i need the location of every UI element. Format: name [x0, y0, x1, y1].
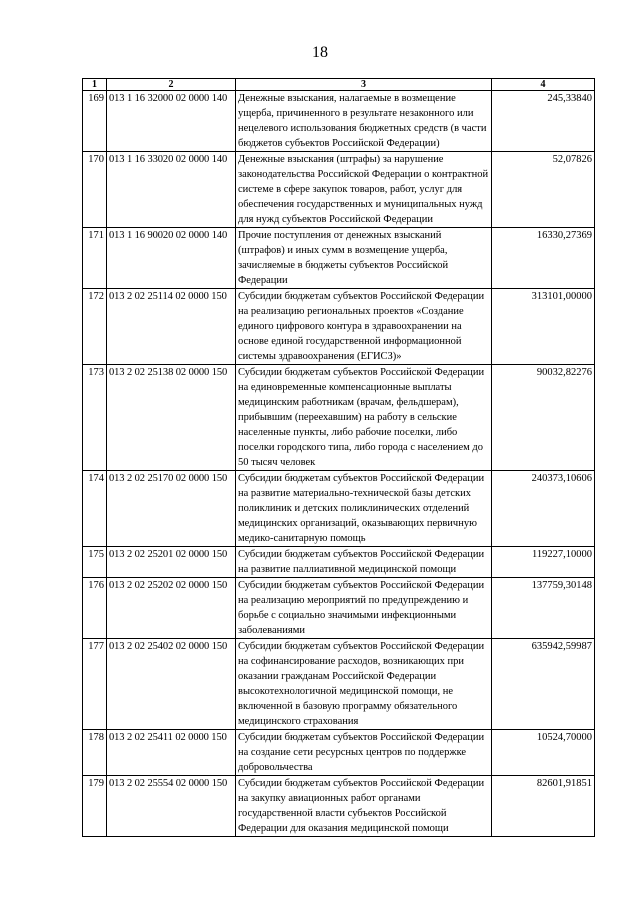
budget-code-cell: 013 1 16 32000 02 0000 140: [107, 91, 236, 152]
row-number-cell: 174: [83, 471, 107, 547]
description-cell: Прочие поступления от денежных взысканий (штрафов) и иных сумм в возмещение ущерба, зачисляемые в бюджеты субъектов Российской Федерации: [236, 228, 492, 289]
amount-cell: 313101,00000: [492, 289, 595, 365]
amount-cell: 52,07826: [492, 152, 595, 228]
amount-cell: 90032,82276: [492, 365, 595, 471]
budget-code-cell: 013 2 02 25201 02 0000 150: [107, 547, 236, 578]
table-row: [83, 639, 595, 730]
table-row: [83, 776, 595, 837]
amount-cell: 240373,10606: [492, 471, 595, 547]
column-header-1: 1: [83, 79, 107, 91]
description-cell: Субсидии бюджетам субъектов Российской Федерации на развитие паллиативной медицинской помощи: [236, 547, 492, 578]
row-number-cell: 172: [83, 289, 107, 365]
budget-table: [82, 78, 595, 837]
description-cell: Субсидии бюджетам субъектов Российской Федерации на софинансирование расходов, возникающих при оказании гражданам Российской Федерации высокотехнологичной медицинской помощи, не включенной в базовую программу обязательного медицинского страхования: [236, 639, 492, 730]
table-row: [83, 91, 595, 152]
amount-cell: 119227,10000: [492, 547, 595, 578]
description-cell: Субсидии бюджетам субъектов Российской Федерации на единовременные компенсационные выплаты медицинским работникам (врачам, фельдшерам), прибывшим (переехавшим) на работу в сельские населенные пункты, либо рабочие поселки, либо поселки городского типа, либо города с населением до 50 тысяч человек: [236, 365, 492, 471]
amount-cell: 137759,30148: [492, 578, 595, 639]
table-row: [83, 730, 595, 776]
amount-cell: 635942,59987: [492, 639, 595, 730]
budget-code-cell: 013 2 02 25202 02 0000 150: [107, 578, 236, 639]
column-header-2: 2: [107, 79, 236, 91]
page-number: 18: [312, 44, 328, 61]
row-number-cell: 177: [83, 639, 107, 730]
description-cell: Денежные взыскания (штрафы) за нарушение законодательства Российской Федерации о контрактной системе в сфере закупок товаров, работ, услуг для обеспечения государственных и муниципальных нужд для нужд субъектов Российской Федерации: [236, 152, 492, 228]
table-row: [83, 547, 595, 578]
description-cell: Субсидии бюджетам субъектов Российской Федерации на реализацию региональных проектов «Создание единого цифрового контура в здравоохранении на основе единой государственной информационной системы здравоохранения (ЕГИСЗ)»: [236, 289, 492, 365]
amount-cell: 82601,91851: [492, 776, 595, 837]
row-number-cell: 175: [83, 547, 107, 578]
table-header-row: [83, 79, 595, 91]
amount-cell: 10524,70000: [492, 730, 595, 776]
table-row: [83, 228, 595, 289]
budget-code-cell: 013 2 02 25402 02 0000 150: [107, 639, 236, 730]
row-number-cell: 170: [83, 152, 107, 228]
budget-code-cell: 013 2 02 25138 02 0000 150: [107, 365, 236, 471]
table-row: [83, 289, 595, 365]
budget-code-cell: 013 2 02 25170 02 0000 150: [107, 471, 236, 547]
table-row: [83, 152, 595, 228]
description-cell: Субсидии бюджетам субъектов Российской Федерации на развитие материально-технической базы детских поликлиник и детских поликлинических отделений медицинских организаций, оказывающих первичную медико-санитарную помощь: [236, 471, 492, 547]
row-number-cell: 179: [83, 776, 107, 837]
table-row: [83, 578, 595, 639]
table-row: [83, 471, 595, 547]
row-number-cell: 176: [83, 578, 107, 639]
row-number-cell: 178: [83, 730, 107, 776]
row-number-cell: 171: [83, 228, 107, 289]
budget-code-cell: 013 2 02 25114 02 0000 150: [107, 289, 236, 365]
budget-code-cell: 013 2 02 25554 02 0000 150: [107, 776, 236, 837]
description-cell: Денежные взыскания, налагаемые в возмещение ущерба, причиненного в результате незаконного или нецелевого использования бюджетных средств (в части бюджетов субъектов Российской Федерации): [236, 91, 492, 152]
column-header-3: 3: [236, 79, 492, 91]
description-cell: Субсидии бюджетам субъектов Российской Федерации на закупку авиационных работ органами государственной власти субъектов Российской Федерации для оказания медицинской помощи: [236, 776, 492, 837]
description-cell: Субсидии бюджетам субъектов Российской Федерации на создание сети ресурсных центров по поддержке добровольчества: [236, 730, 492, 776]
column-header-4: 4: [492, 79, 595, 91]
amount-cell: 16330,27369: [492, 228, 595, 289]
budget-code-cell: 013 1 16 90020 02 0000 140: [107, 228, 236, 289]
budget-code-cell: 013 1 16 33020 02 0000 140: [107, 152, 236, 228]
row-number-cell: 173: [83, 365, 107, 471]
budget-code-cell: 013 2 02 25411 02 0000 150: [107, 730, 236, 776]
amount-cell: 245,33840: [492, 91, 595, 152]
row-number-cell: 169: [83, 91, 107, 152]
description-cell: Субсидии бюджетам субъектов Российской Федерации на реализацию мероприятий по предупреждению и борьбе с социально значимыми инфекционными заболеваниями: [236, 578, 492, 639]
table-row: [83, 365, 595, 471]
